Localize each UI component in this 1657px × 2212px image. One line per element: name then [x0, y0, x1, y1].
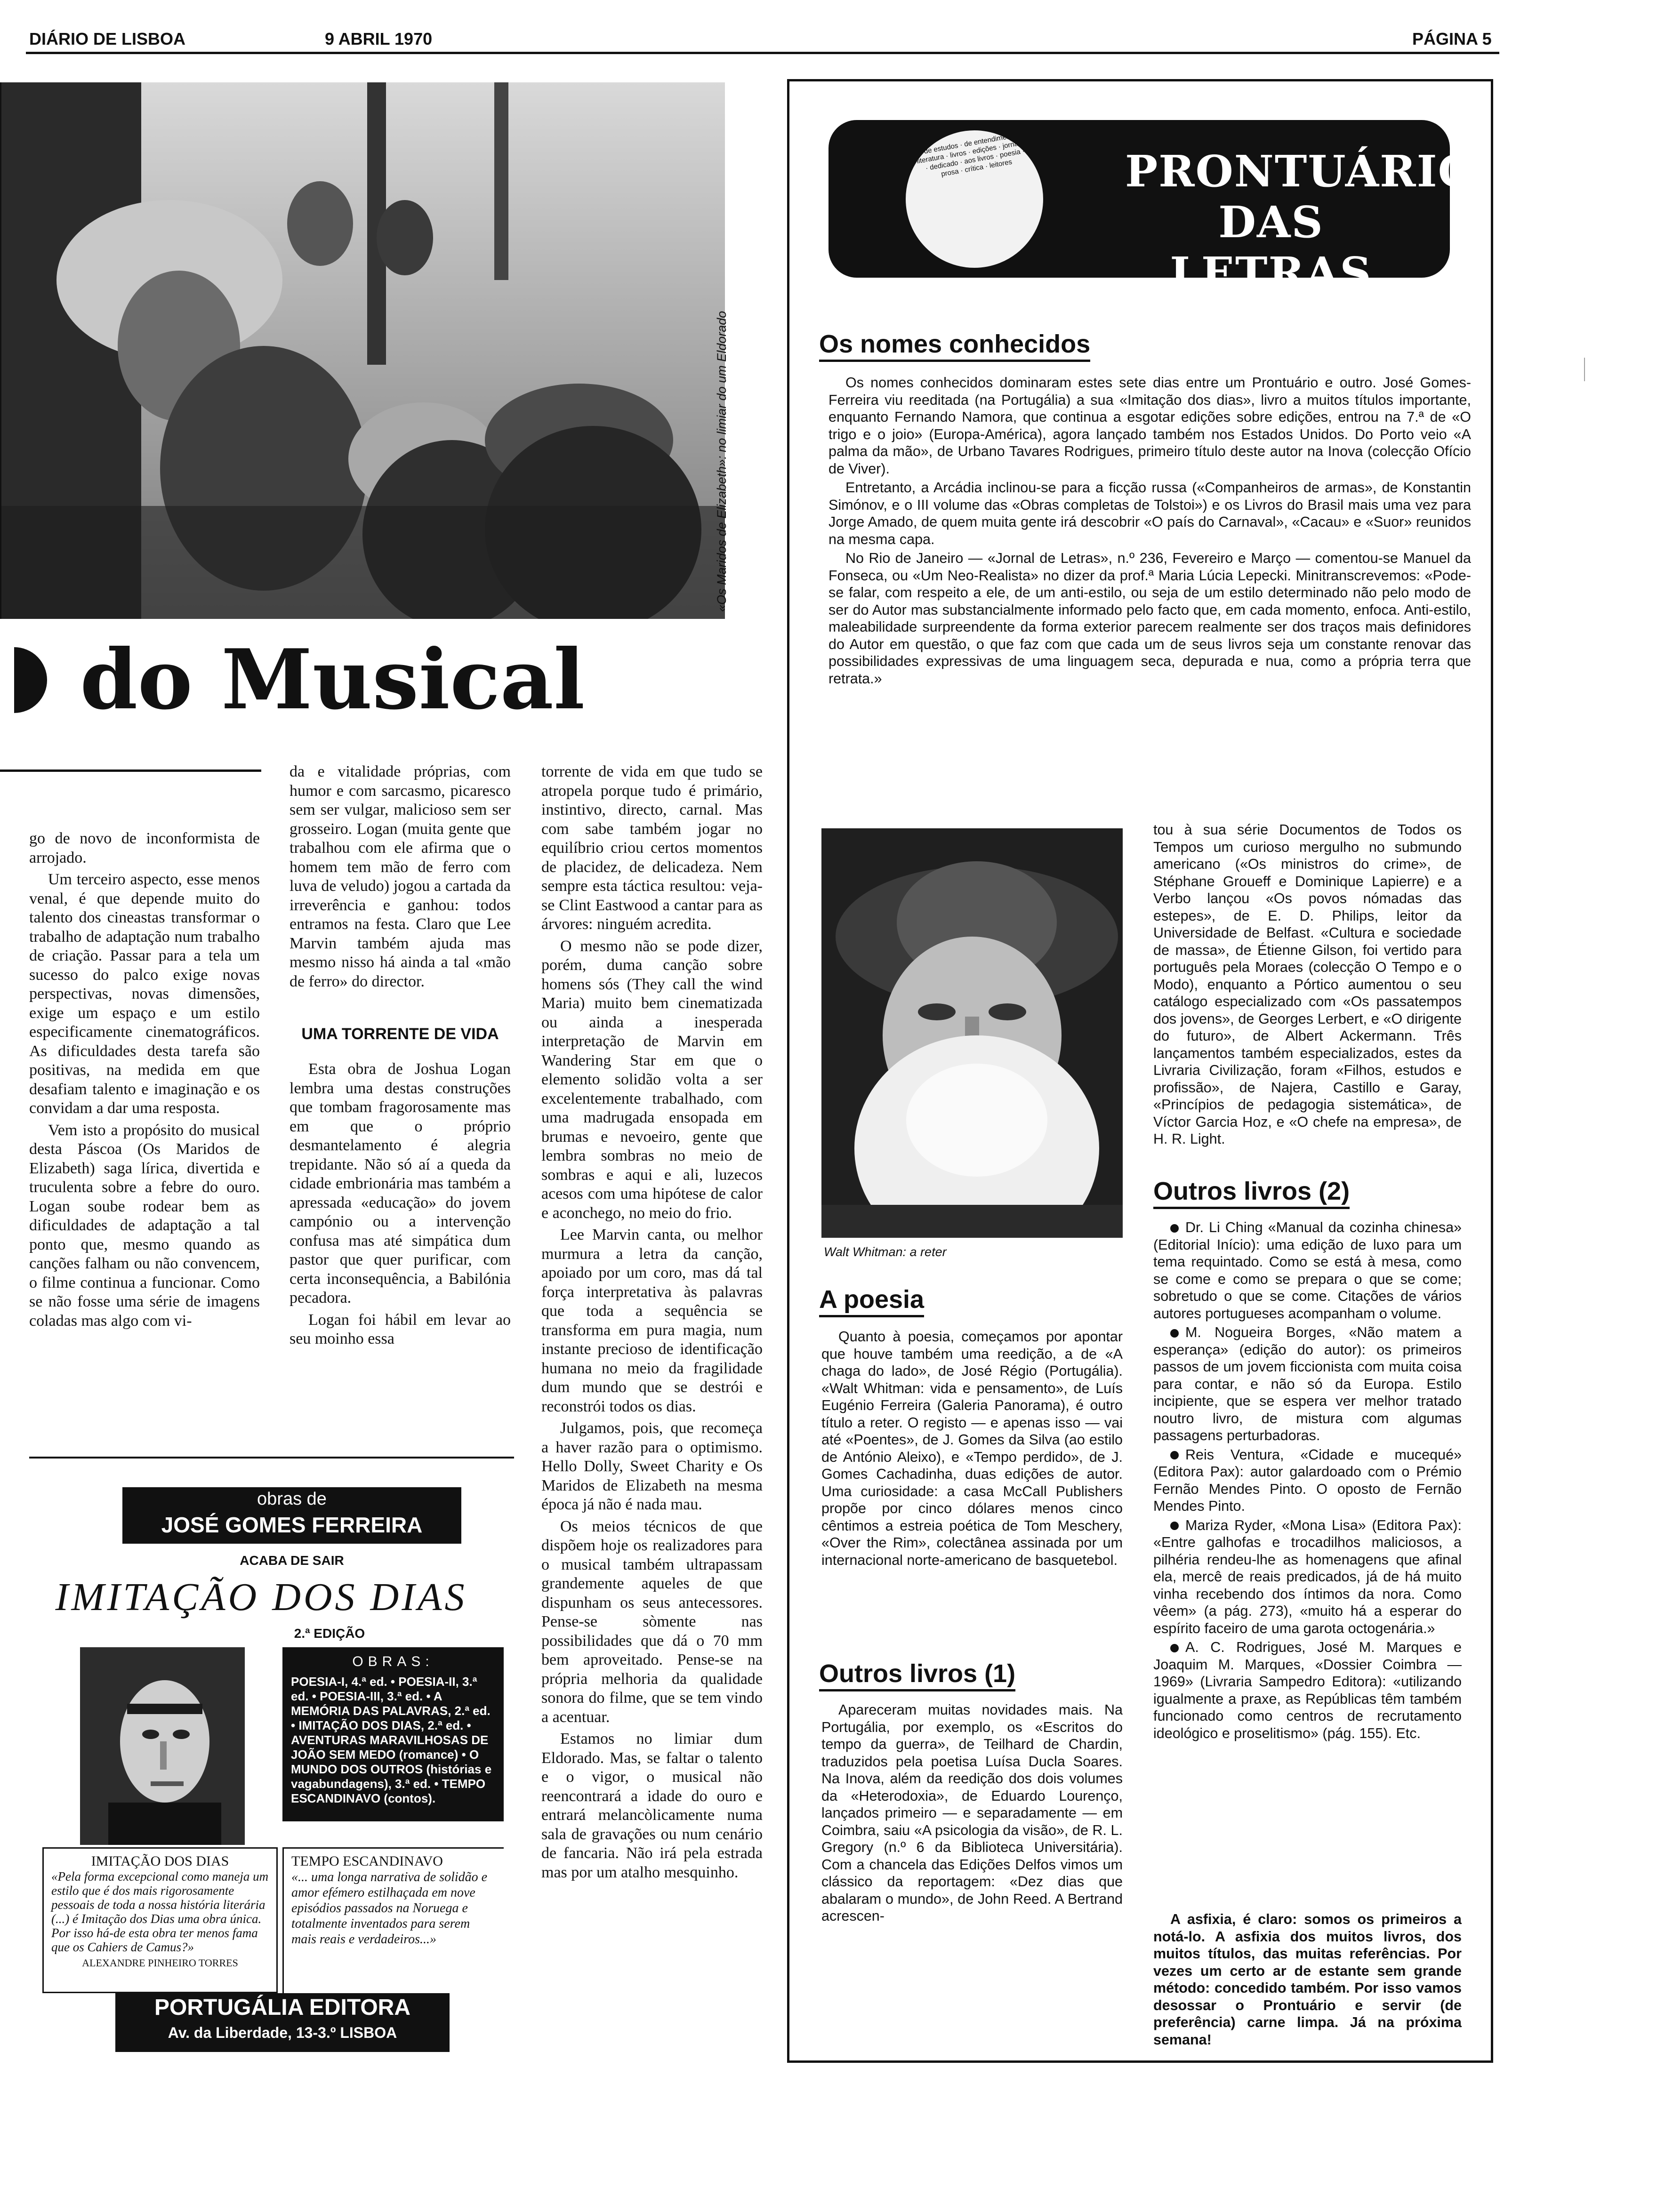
quote1-text: «Pela forma excepcional como maneja um estilo que é dos mais rigorosamente pessoais de toda a nossa história literária (...) é Imitação dos Dias uma obra única. Por isso há-de esta obra ter menos fama que os Cahiers de Camus?»: [51, 1869, 269, 1954]
ad-author-portrait: [80, 1647, 245, 1845]
section4-item: [1153, 1446, 1462, 1515]
prontuario-banner: [828, 120, 1477, 298]
cowboys-photo-image: [0, 82, 725, 619]
section1-paragraph: Entretanto, a Arcádia inclinou-se para a ficção russa («Companheiros de armas», de Konstantin Simónov, e o III volume das «Obras completas de Tolstoi») e os Livros do Brasil mais uma vez para Jorge Amado, de quem muita gente irá descobrir «O país do Carnaval», «Cacau» e «Suor» reunidos na mesma capa.: [828, 480, 1471, 547]
section4-item-text: Dr. Li Ching «Manual da cozinha chinesa» (Editorial Início): uma edição de luxo para um tema requintado. Como se está à mesa, como se come e como se prepara o que se come; sobretudo o que se come. Citações de vários autores portugueses acompanham o volume.: [1153, 1219, 1462, 1322]
article-headline: do Musical: [80, 632, 585, 728]
section-heading-poesia: [819, 1285, 924, 1317]
prontuario-title: [1125, 146, 1477, 298]
bullet-icon: [1170, 1224, 1179, 1233]
article-column-3: [541, 762, 763, 1885]
section3-text: [821, 1701, 1123, 1927]
article-column-2: [290, 762, 511, 1352]
quote1-author: ALEXANDRE PINHEIRO TORRES: [82, 1957, 238, 1969]
ad-edition: 2.ª EDIÇÃO: [294, 1626, 365, 1641]
section4-item: [1153, 1324, 1462, 1444]
scan-mark: [1584, 358, 1585, 381]
col2-paragraph: da e vitalidade próprias, com humor e com sarcasmo, picaresco sem ser vulgar, malicioso sem ser grosseiro. Logan (muita gente que trabalhou com ele afirma que o homem tem mão de ferro com luva de veludo) jogou a cartada da irreverência e ganhou: todos entramos na festa. Claro que Lee Marvin também ajuda mas mesmo nisso há ainda a tal «mão de ferro» do director.: [290, 763, 511, 990]
closing-note: [1153, 1911, 1462, 2050]
section3-paragraph: Apareceram muitas novidades mais. Na Portugália, por exemplo, os «Escritos do tempo da guerra», de Teilhard de Chardin, traduzidos pela poetisa Luísa Ducla Soares. Na Inova, além da reedição dos dois volumes da «Heterodoxia», de Eduardo Lourenço, lançados primeiro — e separadamente — em Coimbra, saiu «A psicologia da visão», de R. L. Gregory (n.º 6 da Biblioteca Universitária). Com a chancela das Edições Delfos vimos um clássico da reportagem: «Dez dias que abalaram o mundo», de John Reed. A Bertrand acrescen-: [821, 1702, 1123, 1924]
section3-heading: Outros livros (1): [819, 1659, 1015, 1691]
section2-text: [821, 1328, 1123, 1571]
section4-item: [1153, 1219, 1462, 1322]
col3-paragraph: Os meios técnicos de que dispõem hoje os realizadores para o musical também ultrapassam grandemente aqueles de que dispunham os seus antecessores. Pense-se sòmente nas possibilidades que dá o 70 mm bem aproveitado. Pense-se na própria melhoria da qualidade sonora do filme, que se tem vindo a acentuar.: [541, 1517, 763, 1726]
ad-works-label: OBRAS:: [352, 1654, 434, 1669]
headline-rule: [0, 769, 261, 772]
quote1-title: IMITAÇÃO DOS DIAS: [91, 1853, 229, 1869]
prontuario-title-line1: PRONTUÁRIO: [1125, 146, 1477, 197]
section4-item-text: A. C. Rodrigues, José M. Marques e Joaquim M. Marques, «Dossier Coimbra — 1969» (Livraria Sampedro Editora): «utilizando igualmente a praxe, as Repúblicas têm também funcionado como centros de recrutamento ideológico e proselitismo» (pág. 155). Etc.: [1153, 1639, 1462, 1741]
headline-cut-letter: [14, 647, 47, 713]
ad-quote-box-1: [42, 1847, 278, 1993]
bullet-icon: [1170, 1329, 1179, 1338]
quote2-text: «... uma longa narrativa de solidão e amor efémero estilhaçada em nove episódios passados na Noruega e totalmente inventados para serem mais reais e verdadeiros...»: [291, 1870, 488, 1947]
section1-heading: Os nomes conhecidos: [819, 329, 1090, 362]
prontuario-logo-text: de estudos · de entendimento · literatura · livros · edições · jornalista · dedicado · aos livros · poesia · prosa · crítica · leitores: [916, 130, 1031, 178]
ad-top-rule: [29, 1457, 514, 1459]
section4-heading: Outros livros (2): [1153, 1177, 1350, 1209]
whitman-portrait-image: [821, 828, 1123, 1238]
col1-paragraph: Vem isto a propósito do musical desta Páscoa (Os Maridos de Elizabeth) saga lírica, divertida e truculenta sobre a febre do ouro. Logan soube rodear bem as dificuldades de adaptação a tal ponto que, mesmo quando as canções falham ou não convencem, o filme continua a funcionar. Como se não fosse uma série de imagens coladas mas algo com vi-: [29, 1121, 260, 1330]
col2-subheading: UMA TORRENTE DE VIDA: [301, 1025, 499, 1043]
issue-date: 9 ABRIL 1970: [325, 29, 433, 48]
col3-paragraph: Julgamos, pois, que recomeça a haver razão para o optimismo. Hello Dolly, Sweet Charity e Os Maridos de Elizabeth na mesma época já não é nada mau.: [541, 1419, 763, 1513]
whitman-caption: Walt Whitman: a reter: [824, 1245, 947, 1259]
page-number: PÁGINA 5: [1412, 29, 1492, 48]
closing-paragraph: A asfixia, é claro: somos os primeiros a notá-lo. A asfixia dos muitos livros, dos muitos títulos, das muitas referências. Por vezes um certo ar de estante sem grande método: concedido também. Por isso vamos desossar o Prontuário e servir (de preferência) carne limpa. Já na próxima semana!: [1153, 1911, 1462, 2048]
photo-edge: [0, 82, 1, 619]
ad-author: JOSÉ GOMES FERREIRA: [161, 1513, 423, 1537]
article-column-1: [29, 829, 260, 1333]
publication-name: DIÁRIO DE LISBOA: [29, 29, 186, 48]
section1-paragraph: No Rio de Janeiro — «Jornal de Letras», n.º 236, Fevereiro e Março — comentou-se Manuel da Fonseca, ou «Um Neo-Realista» no dizer da prof.ª Maria Lúcia Lepecki. Minitranscrevemos: «Pode-se falar, com respeito a ele, de um anti-estilo, ou seja de um estilo determinado não pelo modo de ser do Autor mas substancialmente informado pelo facto que, em cada momento, enfoca. Anti-estilo, maleabilidade surpreendente da forma exterior parecem realmente ser dos traços mais definidores do Autor em questão, o que faz com que cada um de seus livros seja um constante renovar das possibilidades expressivas de uma linguagem seca, depurada e nua, como a própria terra que retrata.»: [828, 550, 1471, 687]
section4-item-text: Reis Ventura, «Cidade e mucequé» (Editora Pax): autor galardoado com o Prémio Fernão Mendes Pinto. O oposto de Fernão Mendes Pinto.: [1153, 1446, 1462, 1514]
section4-item-text: Mariza Ryder, «Mona Lisa» (Editora Pax): «Entre galhofas e trocadilhos maliciosos, a pilhéria rendeu-lhe as homenagens que afinal ela, mercê de reais predicados, já de há muito vinha recebendo dos íntimos da nora. Como vêem» (a pág. 273), «muito há a esperar do espírito faceiro de uma garota octogenária.»: [1153, 1517, 1462, 1636]
ad-works-list: POESIA-I, 4.ª ed. • POESIA-II, 3.ª ed. • POESIA-III, 3.ª ed. • A MEMÓRIA DAS PALAVRAS, 2.ª ed. • IMITAÇÃO DOS DIAS, 2.ª ed. • AVENTURAS MARAVILHOSAS DE JOÃO SEM MEDO (romance) • O MUNDO DOS OUTROS (histórias e vagabundagens), 3.ª ed. • TEMPO ESCANDINAVO (contos).: [291, 1675, 492, 1805]
photo-caption: «Os Maridos de Elizabeth»: no limiar do um Eldorado: [715, 311, 729, 612]
bullet-icon: [1170, 1522, 1179, 1530]
ad-quote-box-2: [282, 1847, 504, 1993]
ad-acaba-de-sair: ACABA DE SAIR: [240, 1553, 344, 1568]
bullet-icon: [1170, 1451, 1179, 1459]
ad-publisher-banner: [115, 1993, 450, 2052]
ad-book-title: IMITAÇÃO DOS DIAS: [55, 1575, 467, 1619]
col3-paragraph: O mesmo não se pode dizer, porém, duma canção sobre homens sós (They call the wind Maria) muito bem cinematizada ou ainda a inesperada interpretação de Marvin em Wandering Star em que o elemento solidão volta a ser excelentemente trabalhado, com uma madrugada ensopada em brumas e nevoeiro, gente que lembra sombras no meio de sombras e aqui e ali, luzecos acesos com uma hipótese de calor e aconchego, no meio do frio.: [541, 937, 763, 1222]
ad-works-box: [282, 1647, 504, 1821]
author-portrait-image: [80, 1647, 245, 1845]
section4-item: [1153, 1639, 1462, 1742]
section-heading-outros-2: [1153, 1177, 1350, 1209]
article-photo: [0, 82, 725, 619]
section1-paragraph: Os nomes conhecidos dominaram estes sete dias entre um Prontuário e outro. José Gomes-Ferreira viu reeditada (na Portugália) a sua «Imitação dos dias», livro a muitos títulos importante, enquanto Fernando Namora, que continua a esgotar edições sobre edições, entrou na 7.ª de «O trigo e o joio» (Europa-América), agora lançado também nos Estados Unidos. Do Porto veio «A palma da mão», de Urbano Tavares Rodrigues, primeiro título deste autor na Inova (colecção Ofício de Viver).: [828, 375, 1471, 477]
section2-heading: A poesia: [819, 1285, 924, 1317]
prontuario-title-line2: DAS LETRAS: [1170, 197, 1372, 298]
col3-paragraph: torrente de vida em que tudo se atropela porque tudo é primário, instintivo, directo, carnal. Mas com sabe também jogar no equilíbrio criou certos momentos de placidez, de delicadeza. Nem sempre esta táctica resultou: veja-se Clint Eastwood a cantar para as árvores: ninguém acredita.: [541, 763, 763, 933]
col3-paragraph: Estamos no limiar dum Eldorado. Mas, se faltar o talento e o vigor, o musical não reencontrará a idade do ouro e entrará melancòlicamente numa sala de gravações ou num cenário de fancaria. Não irá pela estrada mas por um atalho mesquinho.: [541, 1730, 763, 1881]
section-heading-os-nomes: [819, 329, 1090, 362]
section-heading-outros-1: [819, 1659, 1015, 1691]
section2-paragraph: Quanto à poesia, começamos por apontar que houve também uma reedição, a de «A chaga do lado», de José Régio (Portugália). «Walt Whitman: vida e pensamento», de Luís Eugénio Ferreira (Galeria Panorama), é outro título a reter. O registo — e apenas isso — vai até «Poentes», de J. Gomes da Silva (ao estilo de António Aleixo), e «Tempo perdido», de J. Gomes Cachadinha, duas edições de autor. Uma curiosidade: a casa McCall Publishers propõe por cinco dólares menos cinco cêntimos a estreia poética de Tom Meschery, «Over the Rim», colectânea assinada por um internacional norte-americano de basquetebol.: [821, 1329, 1123, 1568]
quote2-title: TEMPO ESCANDINAVO: [291, 1853, 443, 1869]
bullet-icon: [1170, 1644, 1179, 1652]
prontuario-logo: [904, 128, 1045, 270]
col1-paragraph: Um terceiro aspecto, esse menos venal, é que depende muito do talento dos cineastas transformar o trabalho de adaptação num trabalho de criação. Passar para a tela um sucesso do palco exige novas perspectivas, novas dimensões, exige um espaço e um estilo especificamente cinematográficos. As dificuldades desta tarefa são positivas, na medida em que desafiam talento e imaginação e os convidam a dar uma resposta.: [29, 871, 260, 1117]
header-rule: [26, 52, 1499, 54]
right-column-text: [1153, 821, 1462, 1150]
col2-paragraph: Esta obra de Joshua Logan lembra uma destas construções que tombam fragorosamente mas em que o próprio desmantelamento é alegria trepidante. Não só aí a queda da cidade embrionária mas também a apressada «educação» do jovem campónio ou a intervenção confusa mas até simpática dum pastor que quer purificar, com certa inconsequência, a Babilónia pecadora.: [290, 1060, 511, 1306]
col2-paragraph: Logan foi hábil em levar ao seu moinho essa: [290, 1311, 511, 1347]
section4-item-text: M. Nogueira Borges, «Não matem a esperança» (edição do autor): os primeiros passos de um jovem ficcionista com muita coisa para contar, e não só da Europa. Estilo incipiente, que se espera ver melhor tratado noutro livro, de mistura com algumas passagens perturbadoras.: [1153, 1324, 1462, 1443]
section1-text: [828, 374, 1471, 689]
col1-paragraph: go de novo de inconformista de arrojado.: [29, 830, 260, 866]
ad-publisher: PORTUGÁLIA EDITORA: [154, 1995, 410, 2020]
ad-address: Av. da Liberdade, 13-3.º LISBOA: [168, 2024, 397, 2041]
right-column-paragraph: tou à sua série Documentos de Todos os Tempos um curioso mergulho no submundo americano («Os ministros do crime», de Stéphane Groueff e Dominique Lapierre) e a Verbo lançou «Os povos nómadas das estepes», de E. D. Philips, leitor da Universidade de Belfast. «Cultura e sociedade de massa», de Étienne Gilson, foi vertido para português pela Moraes (colecção O Tempo e o Modo), enquanto a Pórtico aumentou o seu catálogo especializado com «Os passatempos dos jovens», de Georges Lerbert, e «O dirigente do futuro», de Albert Ackermann. Três lançamentos também especializados, estes da Livraria Civilização, foram «Filhos, estudos e profissão», de Najera, Castillo e Garay, «Princípios de pedagogia sistemática», de Víctor Garcia Hoz, e «O chefe na empresa», de H. R. Light.: [1153, 822, 1462, 1147]
ad-line1: obras de: [257, 1489, 327, 1509]
section4-text: [1153, 1219, 1462, 1744]
whitman-photo: [821, 828, 1123, 1238]
col3-paragraph: Lee Marvin canta, ou melhor murmura a letra da canção, apoiado por um coro, mas dá tal força interpretativa às palavras que toda a sequência se transforma em pura magia, num instante precioso de identificação humana no meio da fragilidade dum mundo que se destrói e reconstrói todos os dias.: [541, 1226, 763, 1415]
ad-author-banner: [122, 1487, 461, 1544]
section4-item: [1153, 1517, 1462, 1637]
